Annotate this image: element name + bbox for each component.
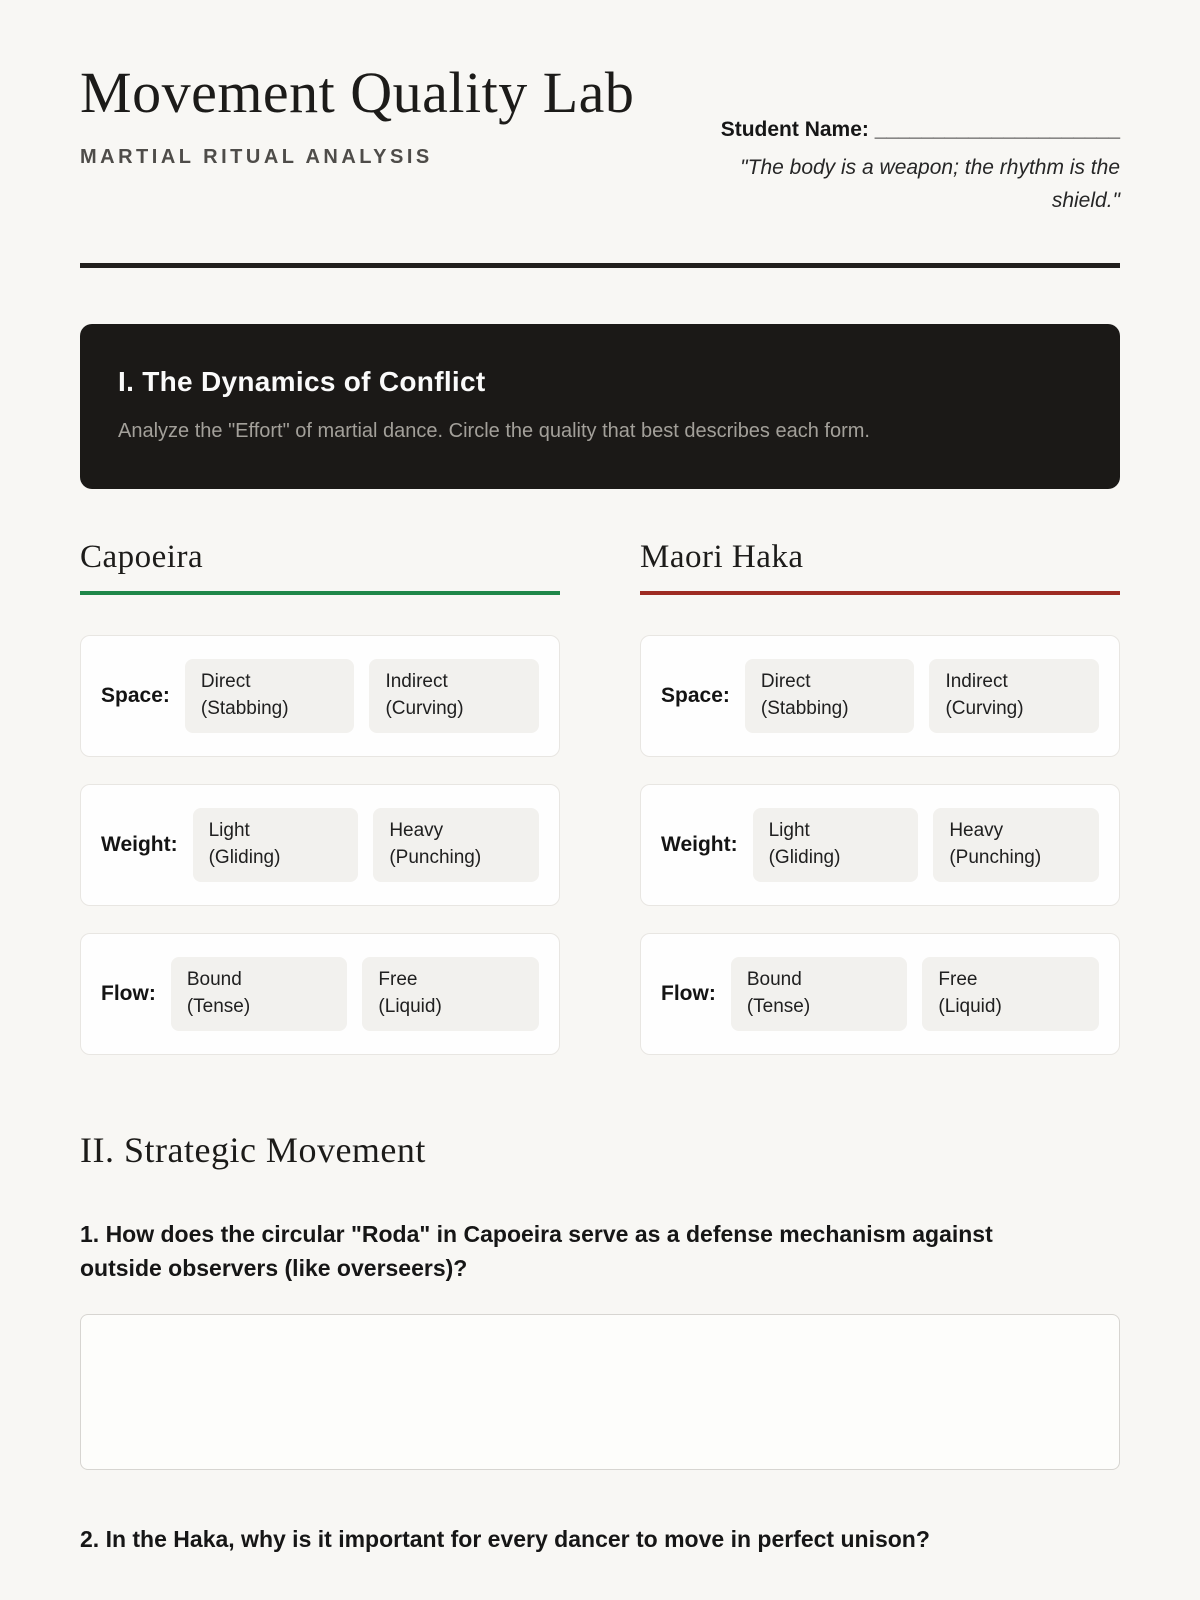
question-1-text: 1. How does the circular "Roda" in Capoeira serve as a defense mechanism against outside observers (like overseers)? [80,1220,993,1282]
option-sublabel: (Gliding) [768,847,841,868]
effort-row-label: Weight: [661,833,738,856]
student-name-line [670,118,1120,142]
option-haka-space-direct[interactable] [745,659,915,733]
question-2-text: 2. In the Haka, why is it important for every dancer to move in perfect unison? [80,1525,930,1552]
option-capoeira-flow-bound[interactable] [171,957,348,1031]
column-maori-haka [640,539,1120,1055]
option-label: Free [378,968,418,990]
effort-row-haka-flow [640,933,1120,1055]
column-heading-maori-haka: Maori Haka [640,539,1120,595]
option-haka-space-indirect[interactable] [929,659,1099,733]
option-haka-flow-free[interactable] [922,957,1099,1031]
column-heading-capoeira: Capoeira [80,539,560,595]
page-subtitle: MARTIAL RITUAL ANALYSIS [80,145,433,168]
header-divider [80,263,1120,268]
effort-row-capoeira-flow [80,933,560,1055]
effort-row-capoeira-weight [80,784,560,906]
option-label: Indirect [385,671,448,693]
column-capoeira [80,539,560,1055]
section-1-title: I. The Dynamics of Conflict [118,366,486,398]
header-meta-block [670,58,1120,217]
title-block [80,58,634,169]
worksheet-page [0,58,1200,1556]
effort-row-capoeira-space [80,635,560,757]
section-2-title: II. Strategic Movement [80,1129,426,1170]
option-capoeira-space-indirect[interactable] [369,659,539,733]
effort-row-label: Flow: [101,981,156,1005]
option-sublabel: (Curving) [385,698,464,720]
option-label: Direct [760,671,811,693]
option-haka-flow-bound[interactable] [731,957,908,1031]
effort-row-haka-space [640,635,1120,757]
option-sublabel: (Curving) [945,698,1024,720]
student-name-label: Student Name: [720,118,869,141]
effort-row-haka-weight [640,784,1120,906]
option-label: Light [208,820,250,842]
option-sublabel: (Liquid) [378,995,442,1017]
option-haka-weight-light[interactable] [753,808,919,882]
option-sublabel: (Punching) [389,847,482,868]
option-label: Heavy [389,820,444,842]
option-capoeira-weight-light[interactable] [193,808,359,882]
option-capoeira-space-direct[interactable] [185,659,355,733]
section-1-description: Analyze the "Effort" of martial dance. Circle the quality that best describes each form. [118,420,870,443]
epigraph-quote: "The body is a weapon; the rhythm is the shield." [740,156,1120,212]
option-sublabel: (Tense) [186,995,251,1017]
option-label: Indirect [945,671,1008,693]
effort-row-label: Weight: [101,833,178,856]
option-capoeira-flow-free[interactable] [362,957,539,1031]
option-label: Bound [746,968,802,990]
option-sublabel: (Tense) [746,995,811,1017]
student-name-blank-line: _____________________ [874,118,1120,141]
option-haka-weight-heavy[interactable] [933,808,1099,882]
effort-row-label: Space: [661,684,730,708]
option-sublabel: (Stabbing) [760,698,849,720]
option-sublabel: (Punching) [949,847,1042,868]
option-label: Heavy [949,820,1004,842]
effort-row-label: Space: [101,684,170,708]
option-sublabel: (Gliding) [208,847,281,868]
option-sublabel: (Liquid) [938,995,1002,1017]
page-title: Movement Quality Lab [80,60,635,125]
option-label: Bound [186,968,242,990]
option-label: Direct [200,671,251,693]
option-label: Light [768,820,810,842]
header [80,58,1120,217]
option-capoeira-weight-heavy[interactable] [373,808,539,882]
question-1-answer-input[interactable] [80,1314,1120,1470]
option-label: Free [938,968,978,990]
section-1-panel [80,324,1120,489]
option-sublabel: (Stabbing) [200,698,289,720]
effort-row-label: Flow: [661,981,716,1005]
effort-comparison-grid [80,539,1120,1055]
